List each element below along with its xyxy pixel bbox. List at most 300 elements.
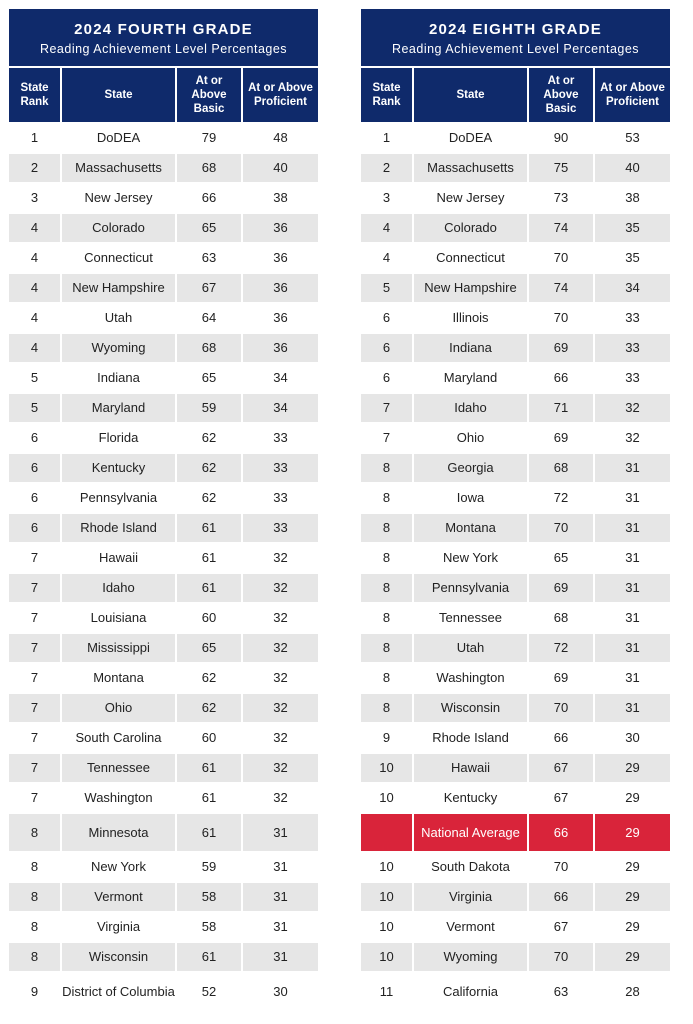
- rank-cell: 8: [9, 913, 60, 941]
- basic-cell: 70: [529, 853, 593, 881]
- basic-cell: 68: [529, 604, 593, 632]
- rank-cell: 4: [361, 214, 412, 242]
- basic-cell: 62: [177, 424, 241, 452]
- table-row: [9, 334, 318, 362]
- table-row: [9, 394, 318, 422]
- table-row: [361, 364, 670, 392]
- state-cell: Idaho: [62, 574, 175, 602]
- basic-cell: 70: [529, 694, 593, 722]
- rank-cell: 8: [361, 574, 412, 602]
- rank-cell: 2: [361, 154, 412, 182]
- proficient-cell: 35: [595, 244, 670, 272]
- state-cell: Mississippi: [62, 634, 175, 662]
- basic-cell: 63: [177, 244, 241, 272]
- table-row: [9, 883, 318, 911]
- basic-cell: 70: [529, 304, 593, 332]
- header-state: State: [62, 68, 175, 122]
- state-cell: South Carolina: [62, 724, 175, 752]
- table-row: [361, 574, 670, 602]
- basic-cell: 67: [177, 274, 241, 302]
- rank-cell: 10: [361, 943, 412, 971]
- table-row: [361, 244, 670, 272]
- state-cell: Montana: [62, 664, 175, 692]
- proficient-cell: 32: [595, 424, 670, 452]
- table-row: [361, 424, 670, 452]
- state-cell: Vermont: [62, 883, 175, 911]
- state-cell: Wyoming: [414, 943, 527, 971]
- proficient-cell: 34: [243, 364, 318, 392]
- basic-cell: 52: [177, 973, 241, 1010]
- proficient-cell: 32: [243, 754, 318, 782]
- table-row: [9, 913, 318, 941]
- table-row: [361, 694, 670, 722]
- state-cell: Pennsylvania: [62, 484, 175, 512]
- state-cell: National Average: [414, 814, 527, 851]
- rank-cell: 4: [9, 244, 60, 272]
- state-cell: Tennessee: [62, 754, 175, 782]
- state-cell: Connecticut: [414, 244, 527, 272]
- proficient-cell: 36: [243, 304, 318, 332]
- basic-cell: 67: [529, 913, 593, 941]
- state-cell: Virginia: [414, 883, 527, 911]
- basic-cell: 61: [177, 943, 241, 971]
- state-cell: Pennsylvania: [414, 574, 527, 602]
- basic-cell: 66: [529, 364, 593, 392]
- proficient-cell: 33: [595, 364, 670, 392]
- header-state-rank: State Rank: [361, 68, 412, 122]
- table-row: [361, 604, 670, 632]
- rank-cell: 7: [9, 604, 60, 632]
- state-cell: Massachusetts: [62, 154, 175, 182]
- rank-cell: 6: [9, 424, 60, 452]
- state-cell: Iowa: [414, 484, 527, 512]
- basic-cell: 72: [529, 484, 593, 512]
- rank-cell: 7: [9, 754, 60, 782]
- rank-cell: 6: [9, 484, 60, 512]
- state-cell: Wisconsin: [62, 943, 175, 971]
- table-row: [361, 853, 670, 881]
- basic-cell: 69: [529, 574, 593, 602]
- basic-cell: 74: [529, 214, 593, 242]
- basic-cell: 65: [529, 544, 593, 572]
- rank-cell: 5: [9, 394, 60, 422]
- basic-cell: 66: [529, 883, 593, 911]
- state-cell: Washington: [62, 784, 175, 812]
- rank-cell: 4: [9, 214, 60, 242]
- basic-cell: 58: [177, 883, 241, 911]
- basic-cell: 67: [529, 784, 593, 812]
- basic-cell: 70: [529, 244, 593, 272]
- rank-cell: 7: [9, 694, 60, 722]
- rank-cell: 8: [361, 634, 412, 662]
- rank-cell: 6: [361, 334, 412, 362]
- rank-cell: 10: [361, 913, 412, 941]
- state-cell: Colorado: [414, 214, 527, 242]
- table-row: [9, 544, 318, 572]
- rank-cell: 8: [361, 454, 412, 482]
- table-row: [9, 244, 318, 272]
- rank-cell: 11: [361, 973, 412, 1010]
- rank-cell: 9: [361, 724, 412, 752]
- state-cell: Kentucky: [414, 784, 527, 812]
- basic-cell: 74: [529, 274, 593, 302]
- state-cell: District of Columbia: [62, 973, 175, 1010]
- proficient-cell: 35: [595, 214, 670, 242]
- basic-cell: 65: [177, 634, 241, 662]
- state-cell: Vermont: [414, 913, 527, 941]
- proficient-cell: 40: [243, 154, 318, 182]
- proficient-cell: 31: [243, 943, 318, 971]
- state-cell: Colorado: [62, 214, 175, 242]
- rank-cell: 1: [9, 124, 60, 152]
- table-row: [9, 184, 318, 212]
- state-cell: Ohio: [62, 694, 175, 722]
- table-row: [361, 973, 670, 1010]
- header-at-or-above-proficient: At or Above Proficient: [595, 68, 670, 122]
- state-cell: California: [414, 973, 527, 1010]
- rank-cell: 8: [9, 814, 60, 851]
- table-row: [361, 664, 670, 692]
- state-cell: DoDEA: [414, 124, 527, 152]
- basic-cell: 68: [177, 154, 241, 182]
- rank-cell: 7: [361, 424, 412, 452]
- basic-cell: 66: [177, 184, 241, 212]
- table-row: [361, 943, 670, 971]
- state-cell: Illinois: [414, 304, 527, 332]
- proficient-cell: 38: [243, 184, 318, 212]
- proficient-cell: 32: [243, 694, 318, 722]
- rank-cell: 8: [9, 943, 60, 971]
- proficient-cell: 31: [243, 814, 318, 851]
- rank-cell: 7: [9, 724, 60, 752]
- basic-cell: 75: [529, 154, 593, 182]
- header-at-or-above-proficient: At or Above Proficient: [243, 68, 318, 122]
- rank-cell: 6: [9, 454, 60, 482]
- table-row: [9, 814, 318, 851]
- state-cell: Minnesota: [62, 814, 175, 851]
- eighth-grade-title: 2024 EIGHTH GRADE: [429, 21, 602, 38]
- proficient-cell: 38: [595, 184, 670, 212]
- rank-cell: 10: [361, 784, 412, 812]
- table-row: [361, 214, 670, 242]
- proficient-cell: 29: [595, 814, 670, 851]
- table-row: [9, 514, 318, 542]
- state-cell: Massachusetts: [414, 154, 527, 182]
- basic-cell: 63: [529, 973, 593, 1010]
- table-row: [9, 754, 318, 782]
- proficient-cell: 28: [595, 973, 670, 1010]
- table-row: [361, 913, 670, 941]
- state-cell: New Hampshire: [62, 274, 175, 302]
- state-cell: Indiana: [62, 364, 175, 392]
- fourth-grade-table: [9, 9, 318, 1012]
- fourth-grade-title-box: [9, 9, 318, 66]
- table-row: [361, 784, 670, 812]
- rank-cell: 8: [361, 694, 412, 722]
- state-cell: Maryland: [62, 394, 175, 422]
- table-row: [361, 634, 670, 662]
- rank-cell: 4: [361, 244, 412, 272]
- eighth-grade-rows: [361, 124, 670, 1010]
- proficient-cell: 31: [595, 694, 670, 722]
- rank-cell: 5: [361, 274, 412, 302]
- proficient-cell: 29: [595, 913, 670, 941]
- table-row: [9, 424, 318, 452]
- basic-cell: 61: [177, 814, 241, 851]
- state-cell: New York: [414, 544, 527, 572]
- basic-cell: 62: [177, 664, 241, 692]
- rank-cell: [361, 814, 412, 851]
- basic-cell: 61: [177, 514, 241, 542]
- table-row: [361, 883, 670, 911]
- proficient-cell: 31: [595, 604, 670, 632]
- rank-cell: 8: [361, 514, 412, 542]
- basic-cell: 71: [529, 394, 593, 422]
- state-cell: Maryland: [414, 364, 527, 392]
- proficient-cell: 33: [243, 424, 318, 452]
- proficient-cell: 31: [595, 664, 670, 692]
- rank-cell: 8: [361, 544, 412, 572]
- proficient-cell: 33: [595, 304, 670, 332]
- state-cell: Utah: [62, 304, 175, 332]
- basic-cell: 58: [177, 913, 241, 941]
- rank-cell: 9: [9, 973, 60, 1010]
- table-row: [9, 214, 318, 242]
- basic-cell: 73: [529, 184, 593, 212]
- basic-cell: 68: [529, 454, 593, 482]
- rank-cell: 8: [361, 604, 412, 632]
- proficient-cell: 32: [243, 784, 318, 812]
- rank-cell: 4: [9, 274, 60, 302]
- state-cell: New York: [62, 853, 175, 881]
- state-cell: Georgia: [414, 454, 527, 482]
- table-row: [361, 514, 670, 542]
- basic-cell: 61: [177, 574, 241, 602]
- table-row: [9, 274, 318, 302]
- table-row: [9, 154, 318, 182]
- proficient-cell: 31: [243, 883, 318, 911]
- header-state-rank: State Rank: [9, 68, 60, 122]
- proficient-cell: 34: [595, 274, 670, 302]
- state-cell: Kentucky: [62, 454, 175, 482]
- proficient-cell: 31: [595, 484, 670, 512]
- proficient-cell: 34: [243, 394, 318, 422]
- national-average-row: [361, 814, 670, 851]
- rank-cell: 5: [9, 364, 60, 392]
- proficient-cell: 32: [243, 544, 318, 572]
- proficient-cell: 31: [595, 634, 670, 662]
- rank-cell: 7: [9, 784, 60, 812]
- basic-cell: 79: [177, 124, 241, 152]
- fourth-grade-rows: [9, 124, 318, 1010]
- basic-cell: 70: [529, 514, 593, 542]
- rank-cell: 3: [361, 184, 412, 212]
- table-row: [361, 484, 670, 512]
- basic-cell: 64: [177, 304, 241, 332]
- proficient-cell: 32: [243, 604, 318, 632]
- basic-cell: 59: [177, 394, 241, 422]
- rank-cell: 8: [361, 484, 412, 512]
- proficient-cell: 29: [595, 754, 670, 782]
- table-row: [9, 124, 318, 152]
- state-cell: Rhode Island: [414, 724, 527, 752]
- header-at-or-above-basic: At or Above Basic: [529, 68, 593, 122]
- state-cell: Louisiana: [62, 604, 175, 632]
- header-at-or-above-basic: At or Above Basic: [177, 68, 241, 122]
- state-cell: Florida: [62, 424, 175, 452]
- basic-cell: 62: [177, 694, 241, 722]
- table-row: [9, 784, 318, 812]
- state-cell: Idaho: [414, 394, 527, 422]
- state-cell: South Dakota: [414, 853, 527, 881]
- basic-cell: 62: [177, 484, 241, 512]
- basic-cell: 62: [177, 454, 241, 482]
- table-row: [9, 574, 318, 602]
- basic-cell: 67: [529, 754, 593, 782]
- rank-cell: 1: [361, 124, 412, 152]
- proficient-cell: 32: [243, 634, 318, 662]
- proficient-cell: 36: [243, 274, 318, 302]
- rank-cell: 6: [361, 364, 412, 392]
- table-row: [9, 364, 318, 392]
- basic-cell: 69: [529, 664, 593, 692]
- table-row: [361, 124, 670, 152]
- fourth-grade-title: 2024 FOURTH GRADE: [74, 21, 253, 38]
- proficient-cell: 32: [243, 664, 318, 692]
- basic-cell: 68: [177, 334, 241, 362]
- state-cell: Wyoming: [62, 334, 175, 362]
- table-row: [361, 184, 670, 212]
- proficient-cell: 30: [243, 973, 318, 1010]
- proficient-cell: 31: [595, 454, 670, 482]
- basic-cell: 66: [529, 814, 593, 851]
- proficient-cell: 31: [243, 853, 318, 881]
- state-cell: Montana: [414, 514, 527, 542]
- proficient-cell: 33: [243, 514, 318, 542]
- rank-cell: 7: [9, 574, 60, 602]
- state-cell: New Jersey: [62, 184, 175, 212]
- basic-cell: 61: [177, 784, 241, 812]
- fourth-grade-subtitle: Reading Achievement Level Percentages: [39, 42, 288, 56]
- table-row: [9, 484, 318, 512]
- state-cell: Virginia: [62, 913, 175, 941]
- rank-cell: 8: [361, 664, 412, 692]
- basic-cell: 60: [177, 724, 241, 752]
- state-cell: Utah: [414, 634, 527, 662]
- table-row: [361, 754, 670, 782]
- basic-cell: 60: [177, 604, 241, 632]
- proficient-cell: 29: [595, 943, 670, 971]
- rank-cell: 10: [361, 883, 412, 911]
- proficient-cell: 33: [595, 334, 670, 362]
- basic-cell: 65: [177, 214, 241, 242]
- table-row: [361, 304, 670, 332]
- proficient-cell: 30: [595, 724, 670, 752]
- table-row: [9, 604, 318, 632]
- rank-cell: 4: [9, 334, 60, 362]
- rank-cell: 8: [9, 853, 60, 881]
- table-row: [361, 544, 670, 572]
- basic-cell: 70: [529, 943, 593, 971]
- table-row: [9, 634, 318, 662]
- proficient-cell: 29: [595, 784, 670, 812]
- proficient-cell: 29: [595, 853, 670, 881]
- table-row: [9, 724, 318, 752]
- proficient-cell: 32: [243, 724, 318, 752]
- table-row: [361, 334, 670, 362]
- table-row: [9, 943, 318, 971]
- state-cell: DoDEA: [62, 124, 175, 152]
- table-row: [361, 724, 670, 752]
- rank-cell: 4: [9, 304, 60, 332]
- eighth-grade-subtitle: Reading Achievement Level Percentages: [391, 42, 640, 56]
- state-cell: New Jersey: [414, 184, 527, 212]
- rank-cell: 8: [9, 883, 60, 911]
- table-row: [9, 973, 318, 1010]
- rank-cell: 10: [361, 754, 412, 782]
- proficient-cell: 31: [595, 544, 670, 572]
- basic-cell: 61: [177, 754, 241, 782]
- rank-cell: 10: [361, 853, 412, 881]
- table-row: [361, 454, 670, 482]
- basic-cell: 66: [529, 724, 593, 752]
- basic-cell: 59: [177, 853, 241, 881]
- rank-cell: 7: [9, 544, 60, 572]
- state-cell: Tennessee: [414, 604, 527, 632]
- table-row: [9, 853, 318, 881]
- state-cell: Wisconsin: [414, 694, 527, 722]
- proficient-cell: 36: [243, 214, 318, 242]
- table-row: [9, 664, 318, 692]
- proficient-cell: 48: [243, 124, 318, 152]
- state-cell: Rhode Island: [62, 514, 175, 542]
- proficient-cell: 32: [243, 574, 318, 602]
- state-cell: New Hampshire: [414, 274, 527, 302]
- basic-cell: 69: [529, 424, 593, 452]
- table-row: [9, 454, 318, 482]
- table-row: [361, 274, 670, 302]
- rank-cell: 7: [9, 664, 60, 692]
- proficient-cell: 31: [243, 913, 318, 941]
- proficient-cell: 36: [243, 334, 318, 362]
- rank-cell: 6: [9, 514, 60, 542]
- rank-cell: 2: [9, 154, 60, 182]
- proficient-cell: 33: [243, 454, 318, 482]
- proficient-cell: 53: [595, 124, 670, 152]
- table-row: [9, 694, 318, 722]
- basic-cell: 69: [529, 334, 593, 362]
- table-row: [361, 154, 670, 182]
- rank-cell: 6: [361, 304, 412, 332]
- rank-cell: 7: [361, 394, 412, 422]
- basic-cell: 72: [529, 634, 593, 662]
- eighth-grade-title-box: [361, 9, 670, 66]
- state-cell: Washington: [414, 664, 527, 692]
- rank-cell: 7: [9, 634, 60, 662]
- basic-cell: 90: [529, 124, 593, 152]
- proficient-cell: 40: [595, 154, 670, 182]
- proficient-cell: 31: [595, 514, 670, 542]
- state-cell: Hawaii: [414, 754, 527, 782]
- eighth-grade-header-row: [361, 68, 670, 122]
- state-cell: Ohio: [414, 424, 527, 452]
- state-cell: Connecticut: [62, 244, 175, 272]
- state-cell: Indiana: [414, 334, 527, 362]
- rank-cell: 3: [9, 184, 60, 212]
- header-state: State: [414, 68, 527, 122]
- proficient-cell: 29: [595, 883, 670, 911]
- proficient-cell: 33: [243, 484, 318, 512]
